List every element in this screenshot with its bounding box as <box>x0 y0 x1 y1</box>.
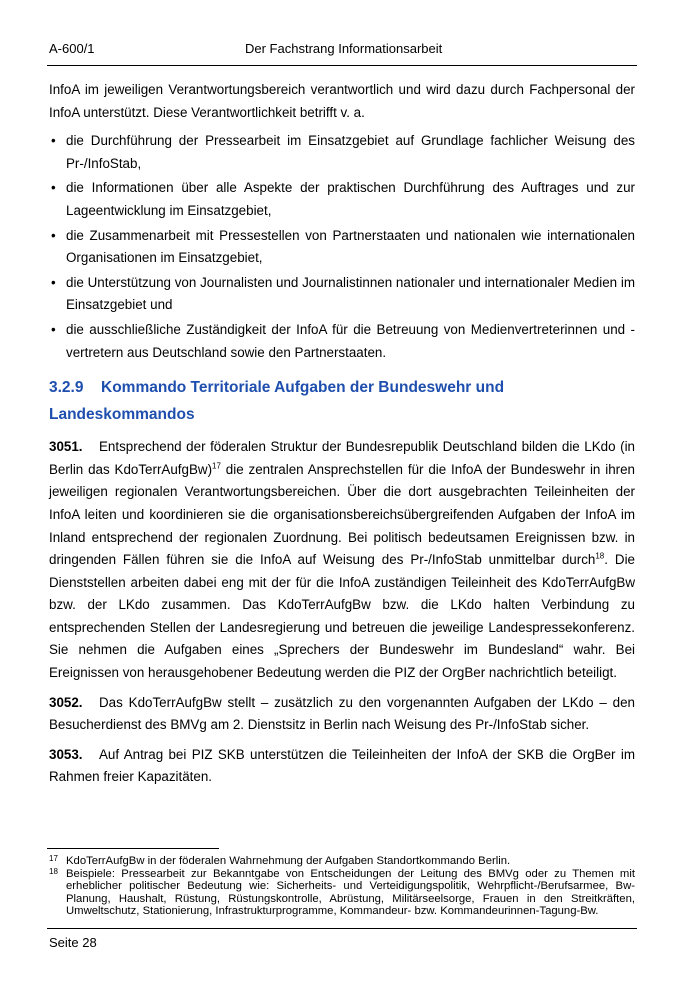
footnote-ref-18[interactable]: 18 <box>595 551 605 561</box>
page-content <box>49 79 635 796</box>
footnote-18: 18 Beispiele: Pressearbeit zur Bekanntgabe von Entscheidungen der Leitung des BMVg oder zu Themen mit erheblicher politischer Bedeutung wie: Sicherheits- und Verteidigungspolitik, Wehrpflicht-/Berufsarmee, Bw-Planung, Haushalt, Rüstung, Rüstungskontrolle, Abrüstung, Militärseelsorge, Frauen in den Streitkräften, Umweltschutz, Stationierung, Infrastrukturprogramme, Kommandeur- bzw. Kommandeurinnen-Tagung-Bw. <box>49 866 635 918</box>
bullet-icon: • <box>51 321 56 337</box>
paragraph-number: 3052. <box>49 694 83 710</box>
list-item: • die Durchführung der Pressearbeit im Einsatzgebiet auf Grundlage fachlicher Weisung des Pr-/InfoStab, <box>49 130 635 175</box>
paragraph-number: 3053. <box>49 746 83 762</box>
footer-separator <box>47 928 637 929</box>
list-item: • die ausschließliche Zuständigkeit der InfoA für die Betreuung von Medienvertreterinnen und -vertretern aus Deutschland sowie den Partnerstaaten. <box>49 319 635 364</box>
page-header <box>47 41 637 66</box>
list-item: • die Zusammenarbeit mit Pressestellen von Partnerstaaten und nationalen wie internationalen Organisationen im Einsatzgebiet, <box>49 225 635 270</box>
section-title: Kommando Territoriale Aufgaben der Bundeswehr und Landeskommandos <box>49 379 505 424</box>
footnote-separator <box>47 848 219 849</box>
footnote-17: 17 KdoTerrAufgBw in der föderalen Wahrnehmung der Aufgaben Standortkommando Berlin. <box>49 854 511 867</box>
bullet-list <box>49 130 635 364</box>
list-item: • die Informationen über alle Aspekte der praktischen Durchführung des Auftrages und zur Lageentwicklung im Einsatzgebiet, <box>49 177 635 222</box>
paragraph-3053: 3053. Auf Antrag bei PIZ SKB unterstützen die Teileinheiten der InfoA der SKB die OrgBer im Rahmen freier Kapazitäten. <box>49 744 635 789</box>
page-number: Seite 28 <box>49 935 97 950</box>
bullet-icon: • <box>51 133 56 149</box>
footnotes <box>47 855 635 918</box>
paragraph-number: 3051. <box>49 439 83 455</box>
section-number: 3.2.9 <box>49 379 84 397</box>
footnote-number: 17 <box>49 854 58 863</box>
footnote-number: 18 <box>49 866 58 876</box>
bullet-icon: • <box>51 274 56 290</box>
intro-paragraph: InfoA im jeweiligen Verantwortungsbereich verantwortlich und wird dazu durch Fachpersonal der InfoA unterstützt. Diese Verantwortlichkeit betrifft v. a. <box>49 82 635 120</box>
document-id: A-600/1 <box>49 41 95 56</box>
bullet-icon: • <box>51 180 56 196</box>
bullet-icon: • <box>51 227 56 243</box>
list-item: • die Unterstützung von Journalisten und Journalistinnen nationaler und internationaler Medien im Einsatzgebiet und <box>49 272 635 317</box>
header-title: Der Fachstrang Informationsarbeit <box>245 41 443 56</box>
footnote-ref-17[interactable]: 17 <box>212 461 221 471</box>
paragraph-3052: 3052. Das KdoTerrAufgBw stellt – zusätzlich zu den vorgenannten Aufgaben der LKdo – den Besucherdienst des BMVg am 2. Dienstsitz in Berlin nach Weisung des Pr-/InfoStab sicher. <box>49 692 635 737</box>
section-heading <box>49 374 635 428</box>
paragraph-3051: 3051. Entsprechend der föderalen Struktur der Bundesrepublik Deutschland bilden die LKdo (in Berlin das KdoTerrAufgBw)$^{17}$ die zentralen Ansprechstellen für die InfoA der Bundeswehr in ihren jeweiligen regionalen Verantwortungsbereichen. Über die dort ausgebrachten Teileinheiten der InfoA leiten und koordinieren sie die organisationsbereichsübergreifenden Aufgaben der InfoA im Inland entsprechend der regionalen Zuordnung. Bei politisch bedeutsamen Ereignissen bzw. in dringenden Fällen führen sie die InfoA auf Weisung des Pr-/InfoStab unmittelbar durch$^{18}$. Die Dienststellen arbeiten dabei eng mit der für die InfoA zuständigen Teileinheit des KdoTerrAufgBw bzw. der LKdo zusammen. Das KdoTerrAufgBw bzw. die LKdo halten Verbindung zu entsprechenden Stellen der Landesregierung und betreuen die jeweilige Landespressekonferenz. Sie nehmen die Aufgaben eines „Sprechers der Bundeswehr im Bundesland“ wahr. Bei Ereignissen von herausgehobener Bedeutung werden die PIZ der OrgBer nachrichtlich beteiligt. <box>49 436 635 685</box>
